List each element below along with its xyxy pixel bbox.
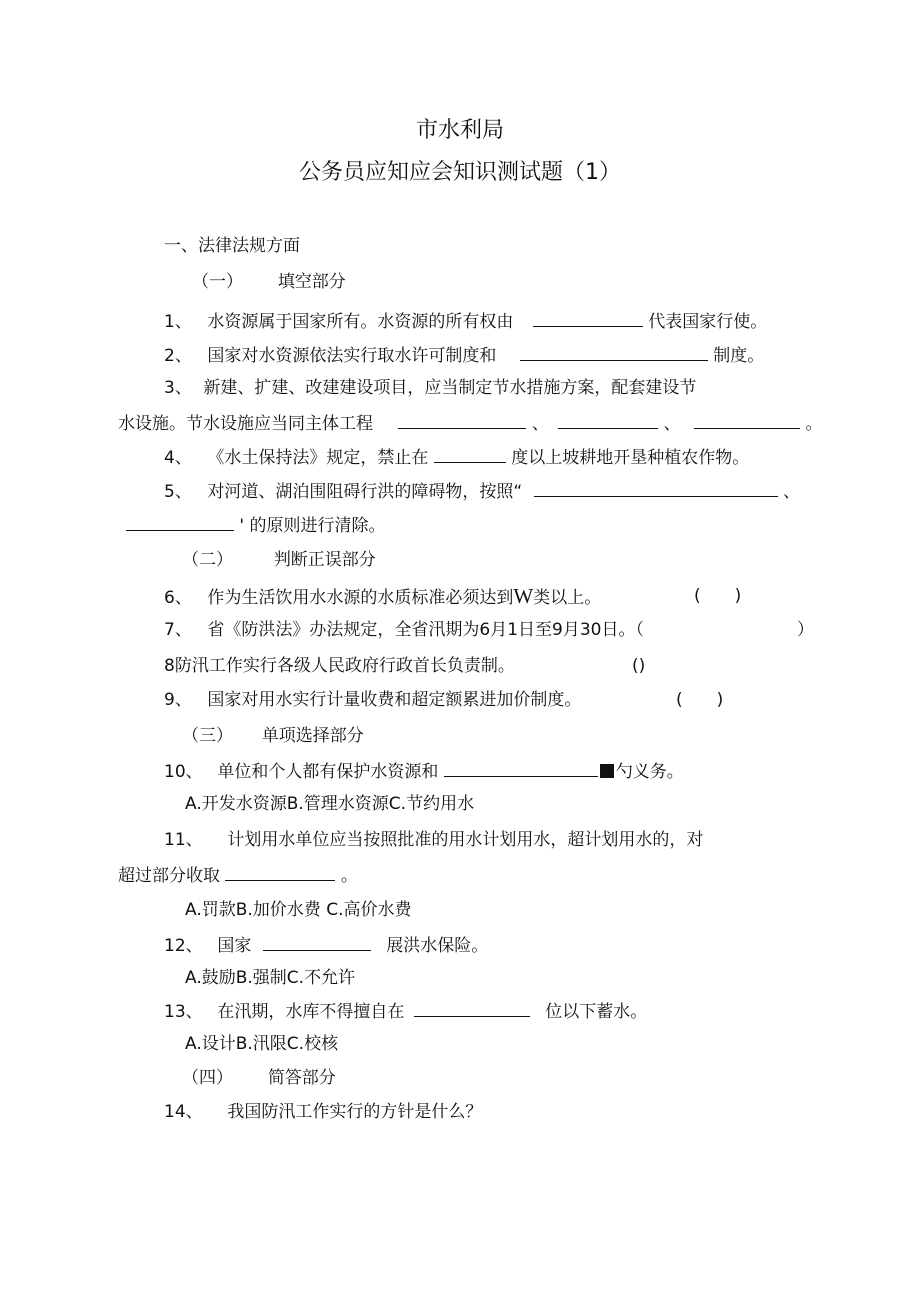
roman-numeral: W (513, 584, 534, 608)
answer-blank[interactable] (520, 342, 708, 361)
question-text: 国家对用水实行计量收费和超定额累进加价制度。 (207, 690, 582, 710)
question-11-continued (118, 862, 358, 888)
separator: 、 (663, 414, 681, 434)
question-number: 7、 (164, 620, 192, 640)
question-6 (164, 584, 601, 610)
question-11 (164, 828, 703, 852)
question-2 (164, 342, 764, 368)
question-number: 10、 (164, 762, 203, 782)
title-line-1: 市水利局 (415, 118, 504, 143)
question-text: 类以上。 (533, 588, 602, 608)
question-number: 14、 (164, 1102, 203, 1122)
question-text: 位以下蓄水。 (545, 1002, 648, 1022)
question-text: ' 的原则进行清除。 (239, 516, 386, 536)
part-1-title: 填空部分 (277, 272, 346, 292)
answer-parentheses[interactable]: ( ) (676, 690, 724, 710)
question-text: 超过部分收取 (118, 866, 220, 886)
answer-blank[interactable] (225, 862, 335, 881)
question-8: 8防汛工作实行各级人民政府行政首长负责制。 (164, 656, 515, 676)
question-text: 新建、扩建、改建建设项目，应当制定节水措施方案，配套建设节 (203, 378, 697, 398)
part-4-heading (182, 1066, 336, 1090)
answer-parentheses[interactable]: () (632, 656, 646, 676)
question-text: 国家 (217, 936, 252, 956)
question-number: 9、 (164, 690, 192, 710)
part-3-title: 单项选择部分 (261, 726, 364, 746)
question-text: 展洪水保险。 (386, 936, 489, 956)
question-number: 2、 (164, 346, 192, 366)
question-text: 制度。 (713, 346, 765, 366)
question-number: 6、 (164, 588, 192, 608)
question-3 (164, 376, 696, 400)
question-text: 勺义务。 (615, 762, 684, 782)
answer-blank[interactable] (694, 410, 800, 429)
question-number: 12、 (164, 936, 203, 956)
question-12 (164, 932, 488, 958)
question-number: 11、 (164, 830, 203, 850)
end-mark: 。 (805, 414, 823, 434)
question-text: 国家对水资源依法实行取水许可制度和 (207, 346, 497, 366)
part-2-title: 判断正误部分 (273, 550, 376, 570)
question-text: 水资源属于国家所有。水资源的所有权由 (207, 312, 514, 332)
question-text: 作为生活饮用水水源的水质标准必须达到 (207, 588, 514, 608)
question-text: 度以上坡耕地开垦种植农作物。 (511, 448, 750, 468)
question-12-options: A.鼓励B.强制C.不允许 (185, 968, 356, 988)
question-10 (164, 758, 684, 784)
question-number: 3、 (164, 378, 192, 398)
answer-parentheses[interactable]: ( ) (694, 586, 742, 606)
section-heading: 一、法律法规方面 (164, 236, 300, 256)
separator: 、 (783, 482, 801, 502)
answer-blank[interactable] (558, 410, 658, 429)
question-9 (164, 688, 581, 712)
question-11-options: A.罚款B.加价水费 C.高价水费 (185, 900, 412, 920)
question-text: 计划用水单位应当按照批准的用水计划用水，超计划用水的，对 (227, 830, 704, 850)
answer-blank[interactable] (263, 932, 371, 951)
question-13 (164, 998, 647, 1024)
question-3-continued (118, 410, 822, 436)
part-1-heading (192, 270, 346, 294)
end-mark: 。 (340, 866, 358, 886)
question-number: 1、 (164, 312, 192, 332)
part-4-title: 简答部分 (267, 1068, 336, 1088)
answer-blank[interactable] (533, 308, 643, 327)
question-14 (164, 1100, 482, 1124)
answer-blank[interactable] (534, 478, 778, 497)
square-mark-icon (600, 764, 614, 778)
question-number: 5、 (164, 482, 192, 502)
part-3-heading (182, 724, 364, 748)
question-text: 我国防汛工作实行的方针是什么？ (227, 1102, 483, 1122)
answer-paren-close[interactable]: ） (797, 620, 814, 640)
question-4 (164, 444, 749, 470)
title-line-2: 公务员应知应会知识测试题（1） (299, 160, 621, 185)
question-number: 13、 (164, 1002, 203, 1022)
part-2-label: （二） (182, 550, 233, 570)
question-1 (164, 308, 767, 334)
question-text: 对河道、湖泊围阻碍行洪的障碍物，按照“ (207, 482, 523, 502)
question-text: 水设施。节水设施应当同主体工程 (118, 414, 373, 434)
part-1-label: （一） (192, 272, 243, 292)
question-text: 单位和个人都有保护水资源和 (217, 762, 439, 782)
part-2-heading (182, 548, 376, 572)
answer-blank[interactable] (444, 758, 598, 777)
part-3-label: （三） (182, 726, 233, 746)
question-text: 《水土保持法》规定，禁止在 (207, 448, 429, 468)
question-text: 代表国家行使。 (648, 312, 768, 332)
part-4-label: （四） (182, 1068, 233, 1088)
question-13-options: A.设计B.汛限C.校核 (185, 1034, 339, 1054)
question-text: 在汛期，水库不得擅自在 (217, 1002, 405, 1022)
question-5-continued (126, 512, 385, 538)
answer-blank[interactable] (434, 444, 506, 463)
question-number: 4、 (164, 448, 192, 468)
separator: 、 (531, 414, 549, 434)
question-10-options: A.开发水资源B.管理水资源C.节约用水 (185, 794, 475, 814)
question-5 (164, 478, 800, 504)
question-7 (164, 618, 644, 642)
question-text: 省《防洪法》办法规定，全省汛期为6月1日至9月30日。（ (207, 620, 644, 640)
answer-blank[interactable] (126, 512, 234, 531)
answer-blank[interactable] (398, 410, 526, 429)
answer-blank[interactable] (414, 998, 530, 1017)
